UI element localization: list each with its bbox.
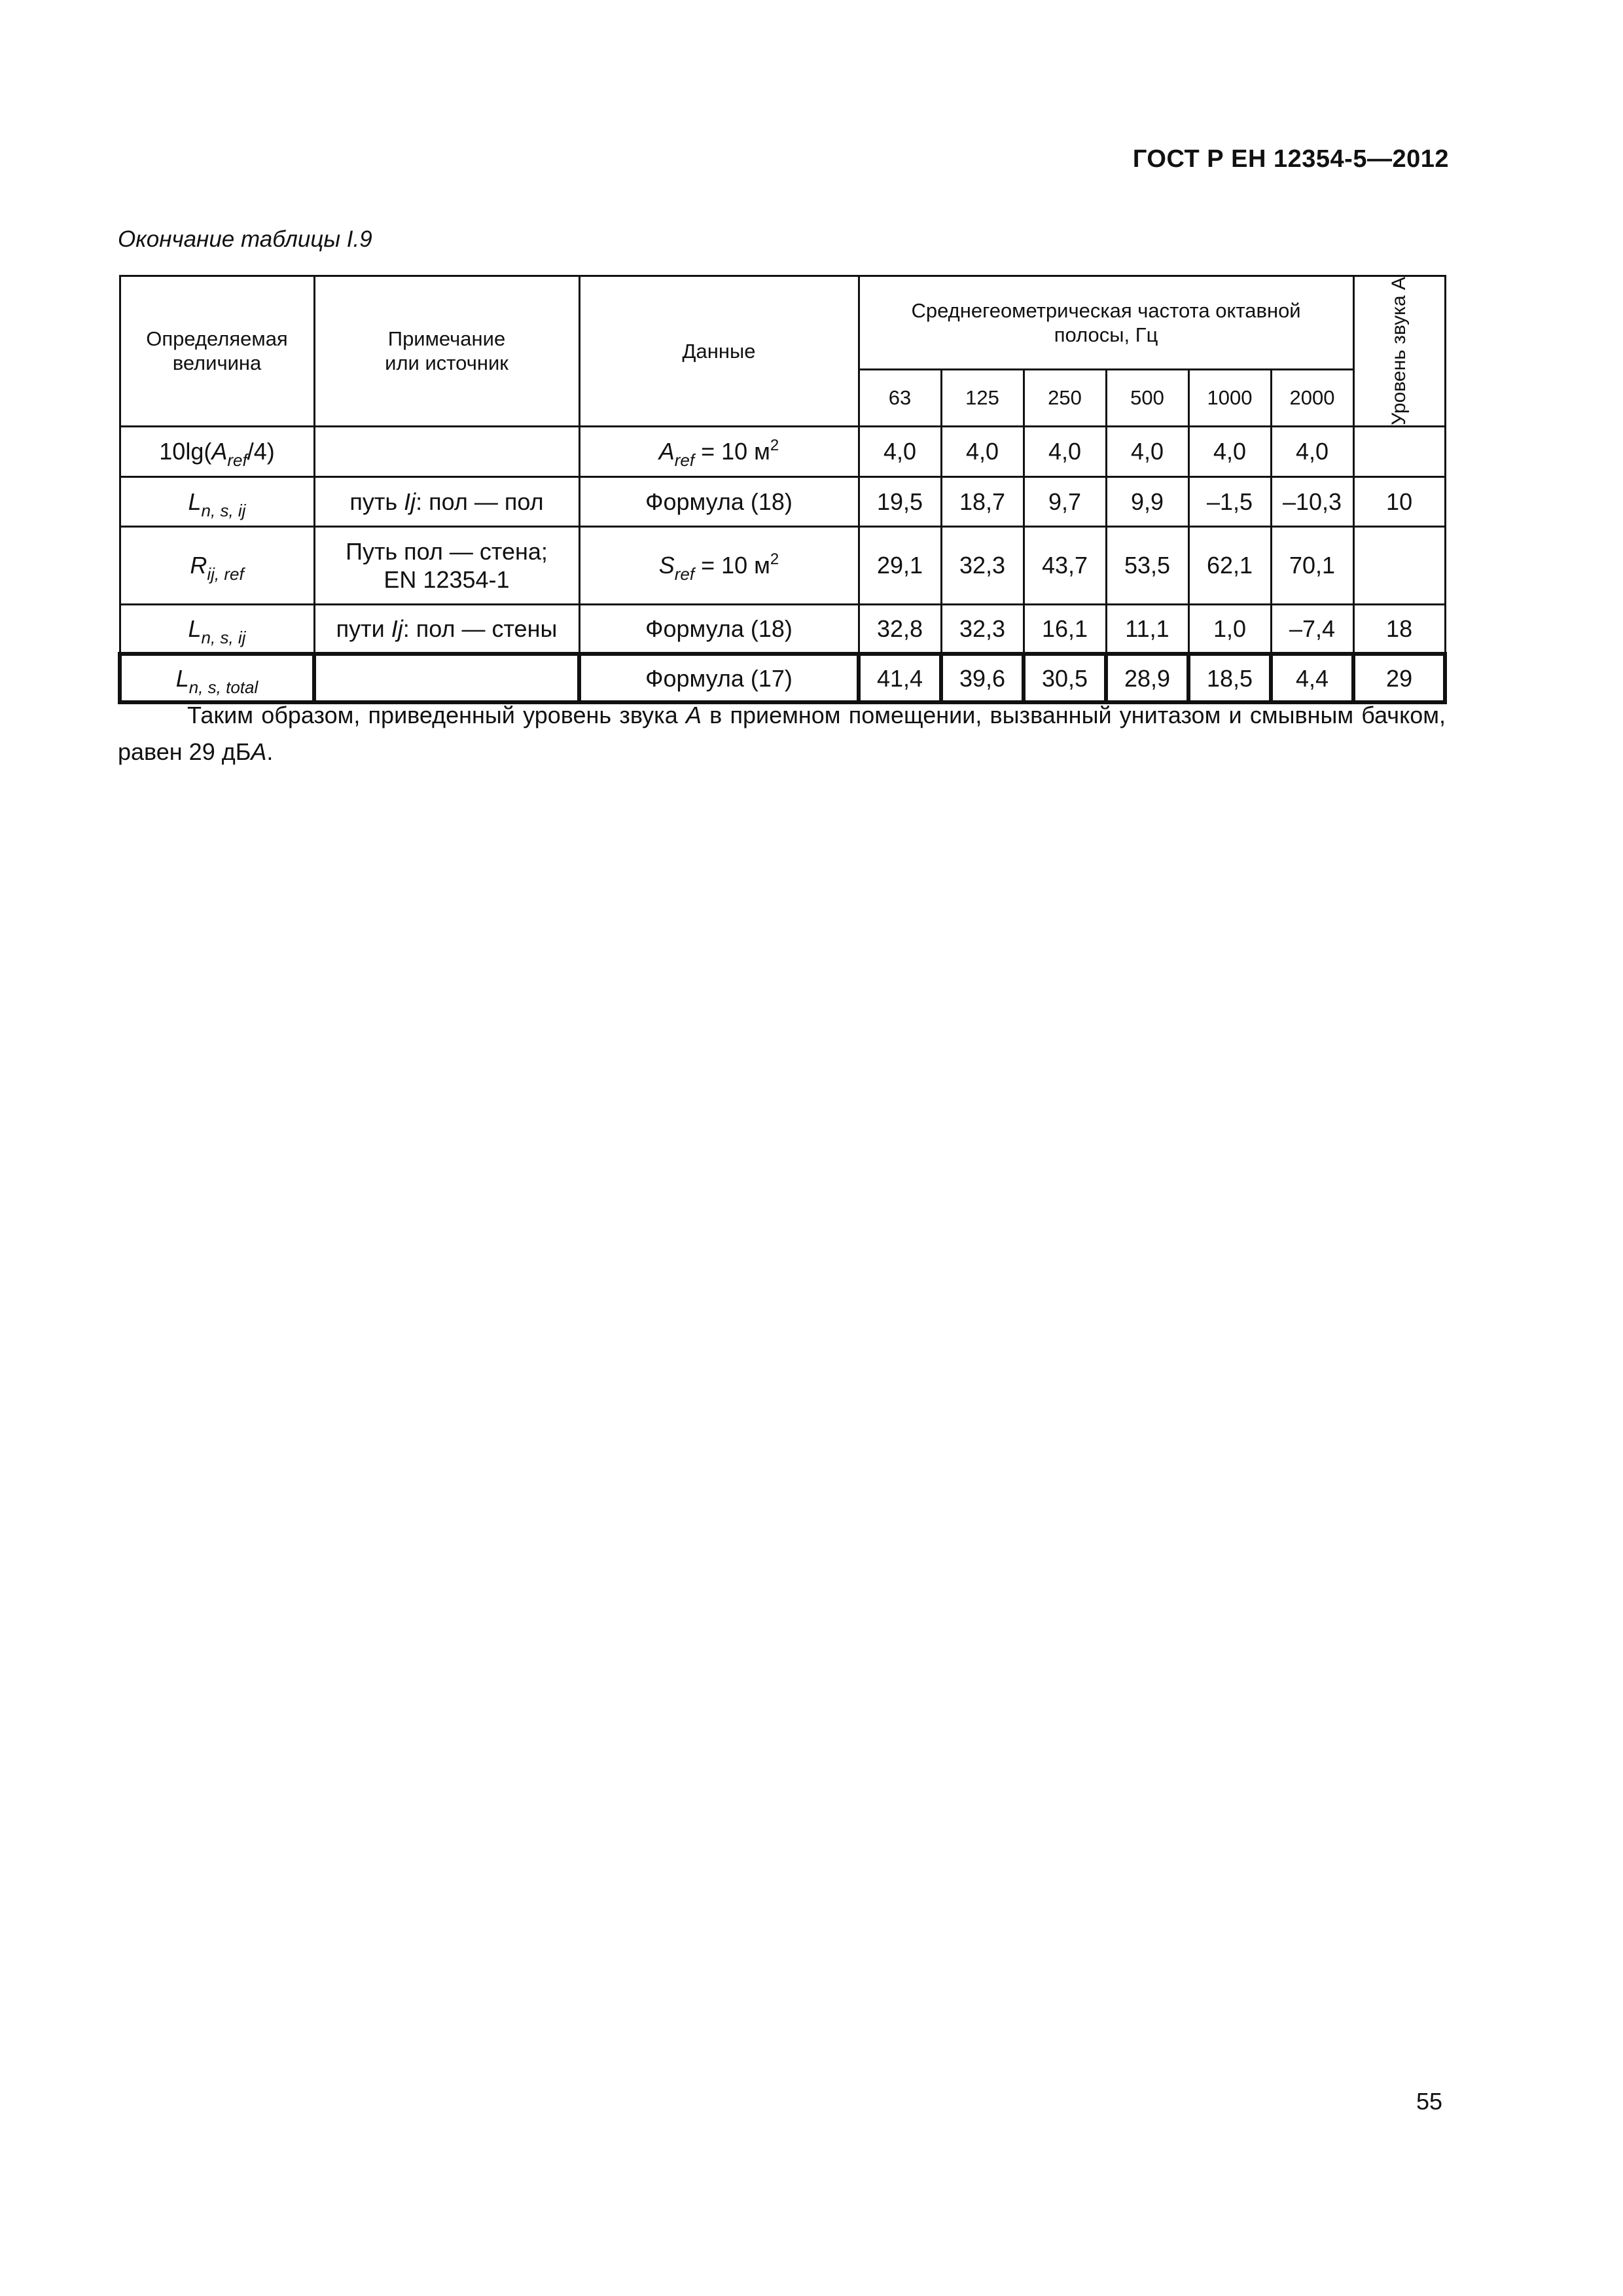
value-cell: 4,0	[859, 426, 941, 476]
quantity-cell: $L_{n, s, total}$	[120, 654, 314, 702]
level-cell	[1353, 526, 1445, 604]
data-cell: $S_{ref} = 10$ $м^2$	[579, 526, 859, 604]
value-cell: 4,0	[1188, 426, 1271, 476]
data-cell: Формула (17)	[579, 654, 859, 702]
value-cell: 4,0	[1106, 426, 1188, 476]
note-cell	[314, 654, 579, 702]
value-cell: –10,3	[1271, 476, 1353, 526]
value-cell: 1,0	[1188, 604, 1271, 654]
table-row	[120, 426, 1445, 476]
conclusion-paragraph: Таким образом, приведенный уровень звука A в приемном помещении, вызванный унитазом и смывным бачком, равен 29 дБA.	[118, 702, 1446, 765]
value-cell: 11,1	[1106, 604, 1188, 654]
header-frequency-group: Среднегеометрическая частота октавной полосы, Гц	[859, 276, 1353, 370]
level-a-label: Уровень звука A	[1388, 277, 1410, 425]
value-cell: 4,0	[1271, 426, 1353, 476]
value-cell: 32,3	[941, 604, 1024, 654]
value-cell: 9,9	[1106, 476, 1188, 526]
value-cell: 19,5	[859, 476, 941, 526]
header-freq-2000: 2000	[1271, 369, 1353, 426]
standard-code: ГОСТ Р ЕН 12354-5—2012	[1132, 145, 1449, 173]
table-row-total	[120, 654, 1445, 702]
header-quantity: Определяемая величина	[120, 276, 314, 427]
value-cell: 4,0	[941, 426, 1024, 476]
header-freq-250: 250	[1024, 369, 1106, 426]
level-cell	[1353, 426, 1445, 476]
value-cell: 62,1	[1188, 526, 1271, 604]
value-cell: 32,8	[859, 604, 941, 654]
header-freq-500: 500	[1106, 369, 1188, 426]
quantity-cell: $L_{n, s, ij}$	[120, 476, 314, 526]
header-data: Данные	[579, 276, 859, 427]
header-freq-1000: 1000	[1188, 369, 1271, 426]
table-row	[120, 604, 1445, 654]
data-cell: Формула (18)	[579, 476, 859, 526]
table-caption: Окончание таблицы I.9	[118, 226, 372, 252]
value-cell: 28,9	[1106, 654, 1188, 702]
value-cell: 4,4	[1271, 654, 1353, 702]
value-cell: 9,7	[1024, 476, 1106, 526]
page-number: 55	[1416, 2088, 1442, 2115]
header-note: Примечание или источник	[314, 276, 579, 427]
data-cell: $A_{ref} = 10$ $м^2$	[579, 426, 859, 476]
note-cell	[314, 426, 579, 476]
header-freq-125: 125	[941, 369, 1024, 426]
value-cell: 41,4	[859, 654, 941, 702]
note-cell: пути Ij: пол — стены	[314, 604, 579, 654]
level-cell: 10	[1353, 476, 1445, 526]
note-cell: Путь пол — стена; EN 12354-1	[314, 526, 579, 604]
table-row	[120, 526, 1445, 604]
value-cell: 32,3	[941, 526, 1024, 604]
value-cell: 16,1	[1024, 604, 1106, 654]
value-cell: 29,1	[859, 526, 941, 604]
value-cell: 18,5	[1188, 654, 1271, 702]
value-cell: 18,7	[941, 476, 1024, 526]
note-cell: путь Ij: пол — пол	[314, 476, 579, 526]
header-level-a	[1353, 276, 1445, 427]
data-table	[118, 275, 1447, 704]
value-cell: 39,6	[941, 654, 1024, 702]
header-freq-63: 63	[859, 369, 941, 426]
value-cell: 70,1	[1271, 526, 1353, 604]
data-cell: Формула (18)	[579, 604, 859, 654]
quantity-cell: $R_{ij, ref}$	[120, 526, 314, 604]
value-cell: –1,5	[1188, 476, 1271, 526]
value-cell: 30,5	[1024, 654, 1106, 702]
value-cell: 43,7	[1024, 526, 1106, 604]
value-cell: 4,0	[1024, 426, 1106, 476]
value-cell: –7,4	[1271, 604, 1353, 654]
level-cell: 29	[1353, 654, 1445, 702]
quantity-cell: $10\lg(A_{ref}/4)$	[120, 426, 314, 476]
level-cell: 18	[1353, 604, 1445, 654]
value-cell: 53,5	[1106, 526, 1188, 604]
table-row	[120, 476, 1445, 526]
quantity-cell: $L_{n, s, ij}$	[120, 604, 314, 654]
